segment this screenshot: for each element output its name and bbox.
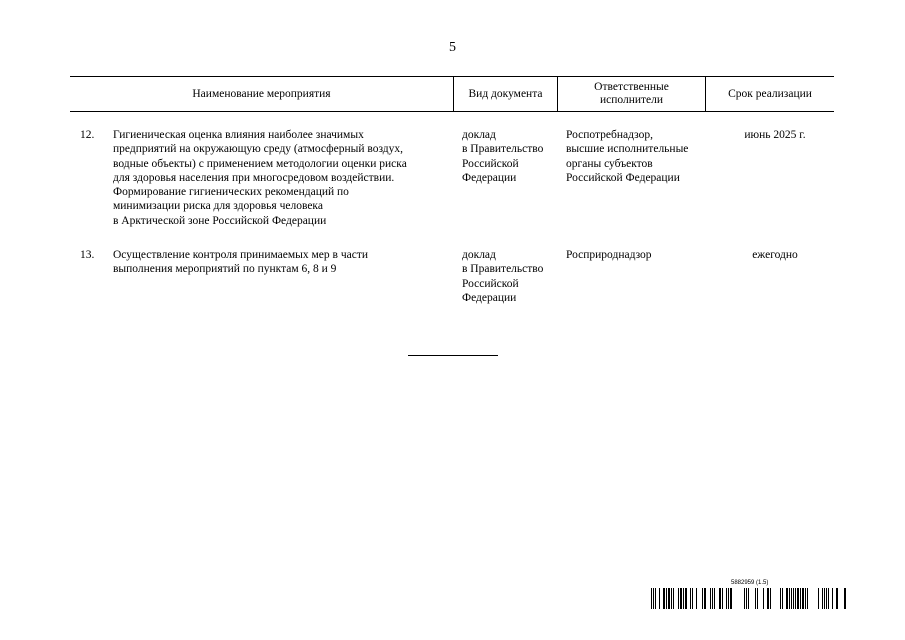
barcode-bar — [807, 588, 808, 609]
barcode-bar — [702, 588, 703, 609]
barcode-bar — [802, 588, 804, 609]
barcode-bar — [671, 588, 672, 609]
barcode-bar — [653, 588, 654, 609]
barcode-bar — [832, 588, 833, 609]
barcode-bar — [782, 588, 783, 609]
barcode-bar — [712, 588, 713, 609]
barcode-bar — [714, 588, 715, 609]
barcode-bar — [651, 588, 652, 609]
row-responsible-line: органы субъектов — [566, 157, 653, 170]
row-responsible-line: Роспотребнадзор, — [566, 129, 653, 141]
barcode-bar — [818, 588, 819, 609]
row-responsible — [566, 248, 716, 262]
row-deadline: ежегодно — [752, 249, 798, 261]
barcode-bar — [786, 588, 788, 609]
barcode-bar — [690, 588, 691, 609]
barcode-bar — [730, 588, 732, 609]
barcode-id: 5882959 (1.5) — [731, 580, 769, 586]
row-name-line: выполнения мероприятий по пунктам 6, 8 и 9 — [113, 263, 337, 276]
barcode-bar — [757, 588, 758, 609]
row-responsible-line: высшие исполнительные — [566, 143, 689, 156]
header-deadline: Срок реализации — [728, 87, 812, 100]
barcode-bar — [789, 588, 790, 609]
barcode-bar — [710, 588, 711, 609]
row-name-line: для здоровья населения при многосредовом воздействии. — [113, 171, 395, 184]
barcode-bar — [836, 588, 838, 609]
row-doc-line: доклад — [462, 249, 496, 261]
barcode-bar — [763, 588, 764, 609]
barcode-bar — [797, 588, 799, 609]
barcode-bar — [728, 588, 729, 609]
barcode-bar — [719, 588, 721, 609]
barcode-bar — [683, 588, 684, 609]
row-doc-line: Российской — [462, 277, 519, 290]
barcode-bar — [805, 588, 806, 609]
barcode-bar — [795, 588, 796, 609]
barcode-bar — [822, 588, 823, 609]
row-responsible-line: Российской Федерации — [566, 171, 680, 184]
barcode-bar — [668, 588, 670, 609]
barcode-bar — [666, 588, 667, 609]
barcode-bar — [678, 588, 679, 609]
barcode-bar — [680, 588, 682, 609]
barcode-bar — [746, 588, 747, 609]
barcode-bar — [767, 588, 769, 609]
barcode-bar — [826, 588, 827, 609]
row-responsible-line: Росприроднадзор — [566, 249, 652, 261]
barcode-bar — [722, 588, 723, 609]
header-responsible-line: Ответственные — [594, 81, 669, 93]
row-name-line: Гигиеническая оценка влияния наиболее значимых — [113, 129, 364, 141]
barcode-bar — [663, 588, 665, 609]
header-name: Наименование мероприятия — [192, 87, 331, 100]
barcode-bar — [692, 588, 693, 609]
table-row — [70, 248, 834, 308]
row-doc-type — [462, 248, 557, 305]
row-doc-line: доклад — [462, 129, 496, 141]
barcode-bar — [824, 588, 825, 609]
header-doc-type: Вид документа — [468, 87, 543, 100]
page-number: 5 — [449, 40, 456, 55]
row-doc-line: в Правительство — [462, 263, 544, 276]
barcode-bar — [800, 588, 801, 609]
barcode-bar — [793, 588, 794, 609]
barcode-bar — [704, 588, 706, 609]
table-header — [70, 76, 834, 112]
header-responsible-line: исполнители — [599, 94, 664, 106]
barcode-bar — [744, 588, 745, 609]
row-name — [113, 248, 453, 277]
row-name-line: водные объекты) с применением методологии оценки риска — [113, 157, 407, 170]
barcode-bar — [770, 588, 771, 609]
barcode-bar — [828, 588, 829, 609]
barcode-bar — [844, 588, 846, 609]
end-divider — [408, 355, 498, 356]
barcode-bar — [755, 588, 756, 609]
row-name — [113, 128, 453, 228]
barcode-bar — [791, 588, 792, 609]
row-doc-line: Федерации — [462, 291, 517, 304]
row-responsible — [566, 128, 716, 185]
barcode-bar — [748, 588, 749, 609]
barcode-bar — [726, 588, 727, 609]
barcode-bar — [696, 588, 697, 609]
row-doc-line: Федерации — [462, 171, 517, 184]
measures-table — [70, 76, 834, 304]
barcode-bar — [673, 588, 674, 609]
row-name-line: в Арктической зоне Российской Федерации — [113, 214, 327, 227]
barcode-bar — [685, 588, 687, 609]
row-name-line: предприятий на окружающую среду (атмосферный воздух, — [113, 143, 404, 156]
barcode-bar — [655, 588, 656, 609]
row-number: 12. — [80, 129, 95, 141]
barcode-bar — [780, 588, 781, 609]
row-deadline: июнь 2025 г. — [744, 129, 806, 141]
barcode — [651, 588, 856, 609]
table-row — [70, 128, 834, 233]
row-name-line: минимизации риска для здоровья человека — [113, 200, 323, 213]
row-doc-line: Российской — [462, 157, 519, 170]
header-responsible — [558, 77, 705, 111]
row-doc-type — [462, 128, 557, 185]
barcode-bar — [659, 588, 660, 609]
row-doc-line: в Правительство — [462, 143, 544, 156]
row-name-line: Формирование гигиенических рекомендаций по — [113, 186, 349, 199]
row-name-line: Осуществление контроля принимаемых мер в части — [113, 249, 369, 261]
row-number: 13. — [80, 249, 95, 261]
